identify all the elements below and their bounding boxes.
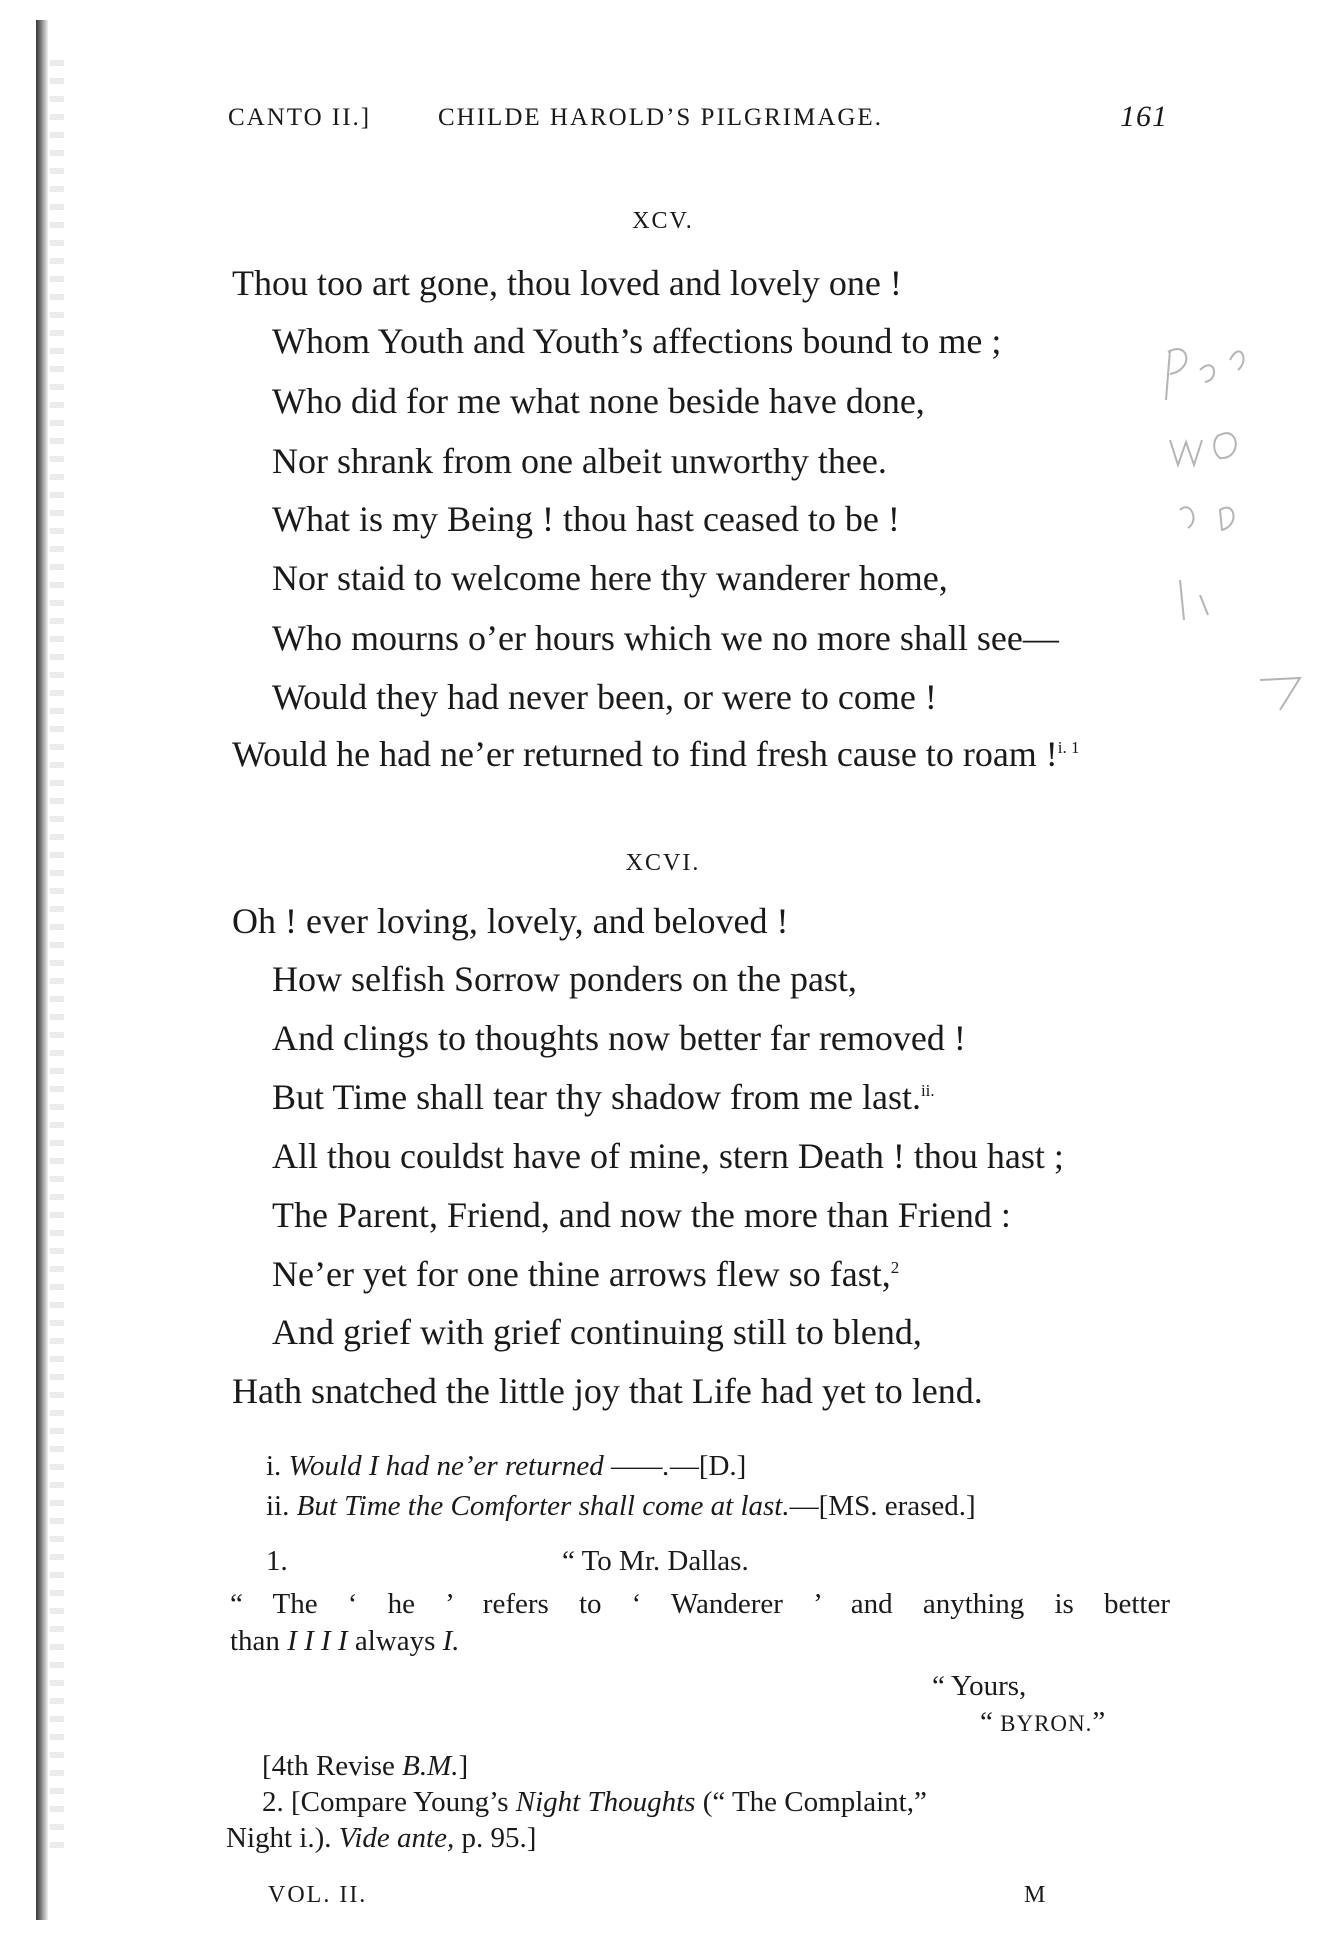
footnote-1-body: “ The ‘ he ’ refers to ‘ Wanderer ’ and anything is better [230,1588,1170,1620]
verse-line: What is my Being ! thou hast ceased to be ! [272,499,900,539]
footnote-1-body-end [230,1625,460,1658]
running-header [228,100,1168,144]
header-canto: CANTO II.] [228,104,372,131]
footnote-text: Night i.). [226,1822,332,1854]
verse-line: Nor staid to welcome here thy wanderer home, [272,558,948,598]
footnote-reference: ii. [920,1081,935,1100]
footnote-text: always [354,1625,436,1657]
verse-line: Who did for me what none beside have done, [272,381,925,421]
page-number: 161 [1120,100,1168,133]
footnote-text: But Time the Comforter shall come at last. [296,1490,790,1522]
footnote-source: —[D.] [669,1450,747,1482]
verse-line [272,1076,935,1118]
scanned-page-edge [36,20,48,1920]
footnote-emphasis: I. [442,1625,460,1657]
footer-signature: M [1024,1882,1046,1908]
revise-note [262,1750,468,1783]
letter-closing: “ Yours, [932,1670,1027,1702]
footnote-label: i. [266,1450,282,1482]
footnote-reference: i. 1 [1057,738,1080,757]
verse-line: Would they had never been, or were to come ! [272,677,937,717]
footnote-2-cont [226,1822,536,1855]
footnote-text: than [230,1625,280,1657]
verse-line-text: But Time shall tear thy shadow from me last. [272,1077,921,1117]
footnote-emphasis: I I I I [287,1625,348,1657]
header-title: CHILDE HAROLD’S PILGRIMAGE. [438,104,883,131]
footer-volume: VOL. II. [268,1882,368,1908]
stanza-number: XCV. [632,208,694,234]
footnote-text: 2. [Compare Young’s [262,1786,509,1818]
verse-line: How selfish Sorrow ponders on the past, [272,959,857,999]
signature-close-quote: ” [1092,1706,1106,1738]
revise-text: [4th Revise [262,1750,395,1782]
verse-line: Whom Youth and Youth’s affections bound to me ; [272,321,1002,361]
revise-source: B.M. [402,1750,459,1782]
footnote-source: —[MS. erased.] [789,1490,976,1522]
footnote-2 [262,1786,927,1819]
verse-line: Who mourns o’er hours which we no more shall see— [272,618,1059,658]
revise-close: ] [458,1750,469,1782]
verse-line: Hath snatched the little joy that Life had yet to lend. [232,1371,983,1411]
verse-line: Thou too art gone, thou loved and lovely one ! [232,263,902,303]
scanned-page-shadow [50,60,64,1860]
handwritten-marginalia [1160,330,1320,730]
footnote-ii [266,1490,976,1523]
footnote-emphasis: Night Thoughts [515,1786,696,1818]
signature-name: BYRON. [1000,1711,1093,1736]
footnote-emphasis: Vide ante, [338,1822,455,1854]
verse-line: The Parent, Friend, and now the more than Friend : [272,1195,1011,1235]
footnote-text: (“ The Complaint,” [702,1786,927,1818]
verse-line [232,733,1080,775]
verse-line: All thou couldst have of mine, stern Death ! thou hast ; [272,1136,1064,1176]
footnote-1-label: 1. [266,1545,288,1577]
footnote-i [266,1450,746,1483]
footnote-reference: 2 [890,1258,900,1277]
signature-open-quote: “ [980,1706,993,1738]
verse-line [272,1253,899,1295]
letter-signature [980,1706,1105,1739]
footnote-1-heading: “ To Mr. Dallas. [562,1545,749,1577]
verse-line: Oh ! ever loving, lovely, and beloved ! [232,901,789,941]
footnote-label: ii. [266,1490,290,1522]
footnote-text: Would I had ne’er returned ——. [288,1450,670,1482]
verse-line: And clings to thoughts now better far removed ! [272,1018,966,1058]
verse-line: And grief with grief continuing still to blend, [272,1312,922,1352]
verse-line: Nor shrank from one albeit unworthy thee. [272,441,887,481]
stanza-number: XCVI. [625,850,701,876]
verse-line-text: Ne’er yet for one thine arrows flew so fast, [272,1254,891,1294]
footnote-text: p. 95.] [461,1822,537,1854]
verse-line-text: Would he had ne’er returned to find fresh cause to roam ! [232,734,1058,774]
